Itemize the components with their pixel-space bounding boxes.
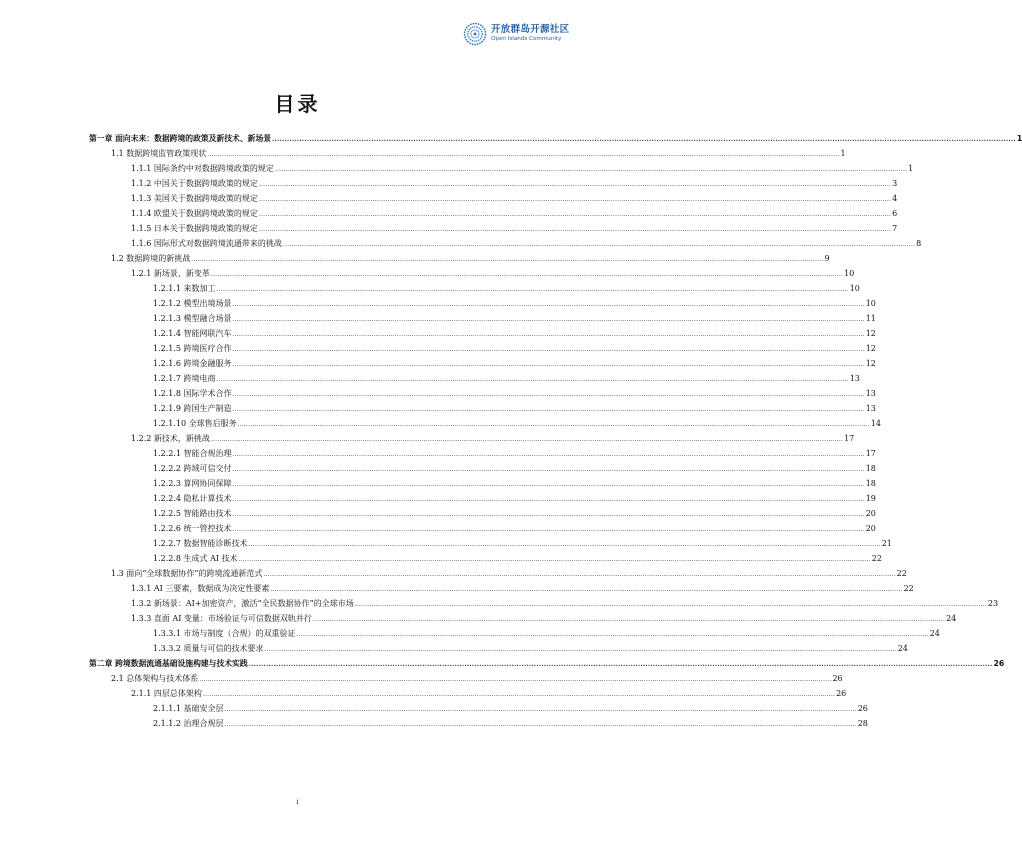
toc-entry-label: 1.1.5 日本关于数据跨境政策的规定: [131, 224, 258, 233]
toc-entry[interactable]: [0, 326, 876, 341]
toc-leader-dots: ............................................................................................................................................................................................................................................................................................................: [248, 541, 881, 548]
toc-entry[interactable]: [0, 581, 914, 596]
toc-leader-dots: ............................................................................................................................................................................................................................................................................................................: [232, 301, 865, 308]
toc-entry-page: 10: [844, 269, 855, 278]
toc-entry-label: 1.2.1.1 来数加工: [153, 284, 216, 293]
toc-leader-dots: ............................................................................................................................................................................................................................................................................................................: [224, 721, 857, 728]
toc-entry-label: 1.2.1.2 模型出境场景: [153, 299, 232, 308]
toc-entry[interactable]: [0, 626, 940, 641]
toc-entry-label: 第一章 面向未来：数据跨境的政策及新技术、新场景: [89, 134, 272, 143]
toc-entry-label: 1.2.2 新技术，新挑战: [131, 434, 210, 443]
toc-leader-dots: ............................................................................................................................................................................................................................................................................................................: [248, 661, 993, 668]
toc-leader-dots: ............................................................................................................................................................................................................................................................................................................: [258, 181, 892, 188]
toc-leader-dots: ............................................................................................................................................................................................................................................................................................................: [199, 676, 832, 683]
toc-entry-page: 1: [908, 164, 914, 173]
logo-english-name: Open Islands Community: [491, 35, 562, 42]
toc-leader-dots: ............................................................................................................................................................................................................................................................................................................: [232, 316, 865, 323]
community-logo: [463, 22, 583, 46]
toc-entry[interactable]: [0, 671, 843, 686]
toc-entry[interactable]: [0, 386, 876, 401]
toc-leader-dots: ............................................................................................................................................................................................................................................................................................................: [232, 331, 865, 338]
toc-entry[interactable]: [0, 596, 999, 611]
toc-entry[interactable]: [0, 311, 876, 326]
toc-leader-dots: ............................................................................................................................................................................................................................................................................................................: [270, 586, 903, 593]
toc-entry-page: 26: [993, 659, 1005, 668]
toc-entry-label: 1.1.2 中国关于数据跨境政策的规定: [131, 179, 258, 188]
toc-entry-page: 12: [865, 329, 876, 338]
toc-entry[interactable]: [0, 656, 1005, 671]
toc-entry[interactable]: [0, 461, 876, 476]
toc-entry-label: 1.3 面向“全球数据协作”的跨境流通新范式: [111, 569, 263, 578]
toc-entry-page: 28: [857, 719, 868, 728]
toc-entry[interactable]: [0, 356, 876, 371]
toc-entry-page: 7: [892, 224, 898, 233]
toc-entry-page: 18: [865, 479, 876, 488]
toc-entry[interactable]: [0, 176, 898, 191]
toc-entry-page: 26: [836, 689, 847, 698]
toc-leader-dots: ............................................................................................................................................................................................................................................................................................................: [237, 421, 870, 428]
toc-entry-label: 1.1.4 欧盟关于数据跨境政策的规定: [131, 209, 258, 218]
toc-entry[interactable]: [0, 446, 876, 461]
toc-entry-page: 26: [832, 674, 843, 683]
toc-entry-label: 1.2.1.8 国际学术合作: [153, 389, 232, 398]
toc-entry[interactable]: [0, 611, 957, 626]
toc-entry-label: 1.2.2.6 统一管控技术: [153, 524, 232, 533]
toc-leader-dots: ............................................................................................................................................................................................................................................................................................................: [216, 376, 849, 383]
toc-leader-dots: ............................................................................................................................................................................................................................................................................................................: [191, 256, 824, 263]
toc-entry-label: 1.2.1.9 跨国生产制造: [153, 404, 232, 413]
logo-chinese-name: 开放群岛开源社区: [491, 24, 570, 36]
toc-entry-label: 1.2.2.2 跨域可信交付: [153, 464, 232, 473]
toc-entry-page: 19: [865, 494, 876, 503]
toc-entry-page: 12: [865, 344, 876, 353]
toc-entry-label: 1.3.1 AI 三要素，数据成为决定性要素: [131, 584, 270, 593]
toc-entry-page: 6: [892, 209, 898, 218]
toc-entry-label: 1.2.1.6 跨境金融服务: [153, 359, 232, 368]
toc-entry-label: 1.2.2.7 数据智能诊断技术: [153, 539, 248, 548]
toc-entry-label: 1.1 数据跨境监管政策现状: [111, 149, 207, 158]
page-number: i: [296, 798, 299, 806]
toc-entry[interactable]: [0, 221, 898, 236]
toc-leader-dots: ............................................................................................................................................................................................................................................................................................................: [232, 466, 865, 473]
toc-entry-page: 4: [892, 194, 898, 203]
toc-leader-dots: ............................................................................................................................................................................................................................................................................................................: [232, 391, 865, 398]
toc-entry-label: 1.2.2.3 算网协同保障: [153, 479, 232, 488]
toc-leader-dots: ............................................................................................................................................................................................................................................................................................................: [232, 451, 865, 458]
toc-entry-label: 1.2.1 新场景，新变革: [131, 269, 210, 278]
toc-leader-dots: ............................................................................................................................................................................................................................................................................................................: [224, 706, 857, 713]
toc-leader-dots: ............................................................................................................................................................................................................................................................................................................: [282, 241, 916, 248]
toc-entry-label: 第二章 跨境数据流通基础设施构建与技术实践: [89, 659, 248, 668]
toc-entry-label: 1.2.2.5 智能路由技术: [153, 509, 232, 518]
toc-entry-page: 20: [865, 524, 876, 533]
toc-entry-label: 1.2.1.10 全球售后服务: [153, 419, 237, 428]
toc-entry-label: 1.2.1.3 模型融合场景: [153, 314, 232, 323]
toc-entry-page: 14: [870, 419, 881, 428]
toc-entry[interactable]: [0, 341, 876, 356]
toc-entry-label: 2.1.1.1 基础安全层: [153, 704, 224, 713]
toc-leader-dots: ............................................................................................................................................................................................................................................................................................................: [232, 406, 865, 413]
toc-entry-page: 13: [849, 374, 860, 383]
toc-entry-page: 24: [946, 614, 957, 623]
toc-leader-dots: ............................................................................................................................................................................................................................................................................................................: [312, 616, 946, 623]
toc-entry-label: 1.3.3 直面 AI 变量：市场验证与可信数据双轨并行: [131, 614, 312, 623]
toc-entry-page: 17: [844, 434, 855, 443]
toc-leader-dots: ............................................................................................................................................................................................................................................................................................................: [274, 166, 908, 173]
toc-entry[interactable]: [0, 521, 876, 536]
toc-entry-page: 21: [881, 539, 892, 548]
toc-leader-dots: ............................................................................................................................................................................................................................................................................................................: [238, 556, 871, 563]
toc-leader-dots: ............................................................................................................................................................................................................................................................................................................: [232, 496, 865, 503]
toc-entry-label: 1.1.3 美国关于数据跨境政策的规定: [131, 194, 258, 203]
toc-entry-label: 1.2.2.4 隐私计算技术: [153, 494, 232, 503]
toc-entry[interactable]: [0, 296, 876, 311]
toc-entry-page: 22: [871, 554, 882, 563]
toc-entry[interactable]: [0, 266, 855, 281]
toc-leader-dots: ............................................................................................................................................................................................................................................................................................................: [210, 436, 844, 443]
toc-leader-dots: ............................................................................................................................................................................................................................................................................................................: [216, 286, 849, 293]
toc-leader-dots: ............................................................................................................................................................................................................................................................................................................: [258, 211, 892, 218]
toc-entry-page: 18: [865, 464, 876, 473]
toc-entry[interactable]: [0, 131, 1022, 146]
page-title: 目录: [274, 92, 321, 116]
toc-leader-dots: ............................................................................................................................................................................................................................................................................................................: [258, 226, 892, 233]
toc-entry-label: 1.2.2.8 生成式 AI 技术: [153, 554, 238, 563]
toc-entry-page: 10: [849, 284, 860, 293]
toc-entry-page: 10: [865, 299, 876, 308]
toc-leader-dots: ............................................................................................................................................................................................................................................................................................................: [232, 526, 865, 533]
toc-entry-label: 1.1.1 国际条约中对数据跨境政策的规定: [131, 164, 274, 173]
toc-leader-dots: ............................................................................................................................................................................................................................................................................................................: [232, 361, 865, 368]
toc-entry[interactable]: [0, 161, 914, 176]
toc-entry-label: 2.1 总体架构与技术体系: [111, 674, 199, 683]
toc-entry[interactable]: [0, 401, 876, 416]
toc-entry[interactable]: [0, 236, 922, 251]
toc-entry-label: 1.3.3.1 市场与制度（合规）的双重验证: [153, 629, 296, 638]
toc-entry[interactable]: [0, 431, 855, 446]
toc-entry[interactable]: [0, 506, 876, 521]
toc-leader-dots: ............................................................................................................................................................................................................................................................................................................: [232, 511, 865, 518]
toc-entry-label: 2.1.1.2 治理合规层: [153, 719, 224, 728]
toc-entry[interactable]: [0, 206, 898, 221]
toc-leader-dots: ............................................................................................................................................................................................................................................................................................................: [263, 571, 896, 578]
toc-leader-dots: ............................................................................................................................................................................................................................................................................................................: [272, 136, 1016, 143]
toc-entry-label: 2.1.1 四层总体架构: [131, 689, 202, 698]
islands-logo-icon: [463, 22, 487, 46]
toc-entry-page: 20: [865, 509, 876, 518]
toc-leader-dots: ............................................................................................................................................................................................................................................................................................................: [232, 346, 865, 353]
toc-entry-page: 17: [865, 449, 876, 458]
toc-leader-dots: ............................................................................................................................................................................................................................................................................................................: [207, 151, 840, 158]
toc-entry-label: 1.1.6 国际形式对数据跨境流通带来的挑战: [131, 239, 282, 248]
toc-entry-page: 13: [865, 389, 876, 398]
toc-entry[interactable]: [0, 536, 892, 551]
toc-entry[interactable]: [0, 686, 847, 701]
toc-entry-page: 22: [896, 569, 907, 578]
toc-entry-label: 1.2.1.7 跨境电商: [153, 374, 216, 383]
toc-leader-dots: ............................................................................................................................................................................................................................................................................................................: [296, 631, 929, 638]
toc-entry-label: 1.2 数据跨境的新挑战: [111, 254, 191, 263]
toc-leader-dots: ............................................................................................................................................................................................................................................................................................................: [264, 646, 897, 653]
toc-entry-page: 11: [865, 314, 876, 323]
toc-entry-label: 1.3.2 新场景：AI+加密资产，激活“全民数据协作”的全球市场: [131, 599, 354, 608]
toc-entry-label: 1.2.2.1 智能合规治理: [153, 449, 232, 458]
toc-entry[interactable]: [0, 701, 868, 716]
toc-entry[interactable]: [0, 641, 908, 656]
toc-entry[interactable]: [0, 371, 860, 386]
toc-entry-page: 26: [857, 704, 868, 713]
toc-entry-page: 3: [892, 179, 898, 188]
toc-entry-page: 23: [987, 599, 999, 608]
toc-entry-page: 24: [929, 629, 940, 638]
toc-entry-page: 8: [916, 239, 922, 248]
toc-entry-page: 13: [865, 404, 876, 413]
toc-leader-dots: ............................................................................................................................................................................................................................................................................................................: [258, 196, 892, 203]
toc-entry-page: 24: [897, 644, 908, 653]
toc-entry[interactable]: [0, 191, 898, 206]
toc-entry-page: 12: [865, 359, 876, 368]
toc-entry[interactable]: [0, 146, 846, 161]
toc-leader-dots: ............................................................................................................................................................................................................................................................................................................: [202, 691, 836, 698]
toc-entry[interactable]: [0, 551, 882, 566]
toc-entry-page: 1: [840, 149, 846, 158]
toc-entry-label: 1.3.3.2 质量与可信的技术要求: [153, 644, 264, 653]
toc-entry[interactable]: [0, 716, 868, 731]
toc-leader-dots: ............................................................................................................................................................................................................................................................................................................: [354, 601, 987, 608]
toc-entry-page: 22: [903, 584, 914, 593]
toc-leader-dots: ............................................................................................................................................................................................................................................................................................................: [210, 271, 844, 278]
toc-entry[interactable]: [0, 416, 881, 431]
toc-entry-page: 9: [824, 254, 830, 263]
table-of-contents: [0, 131, 1022, 731]
toc-entry[interactable]: [0, 476, 876, 491]
toc-entry[interactable]: [0, 566, 907, 581]
toc-entry[interactable]: [0, 491, 876, 506]
toc-entry-label: 1.2.1.5 跨境医疗合作: [153, 344, 232, 353]
toc-entry[interactable]: [0, 281, 860, 296]
toc-entry[interactable]: [0, 251, 830, 266]
toc-entry-page: 1: [1016, 134, 1022, 143]
toc-leader-dots: ............................................................................................................................................................................................................................................................................................................: [232, 481, 865, 488]
toc-entry-label: 1.2.1.4 智能网联汽车: [153, 329, 232, 338]
